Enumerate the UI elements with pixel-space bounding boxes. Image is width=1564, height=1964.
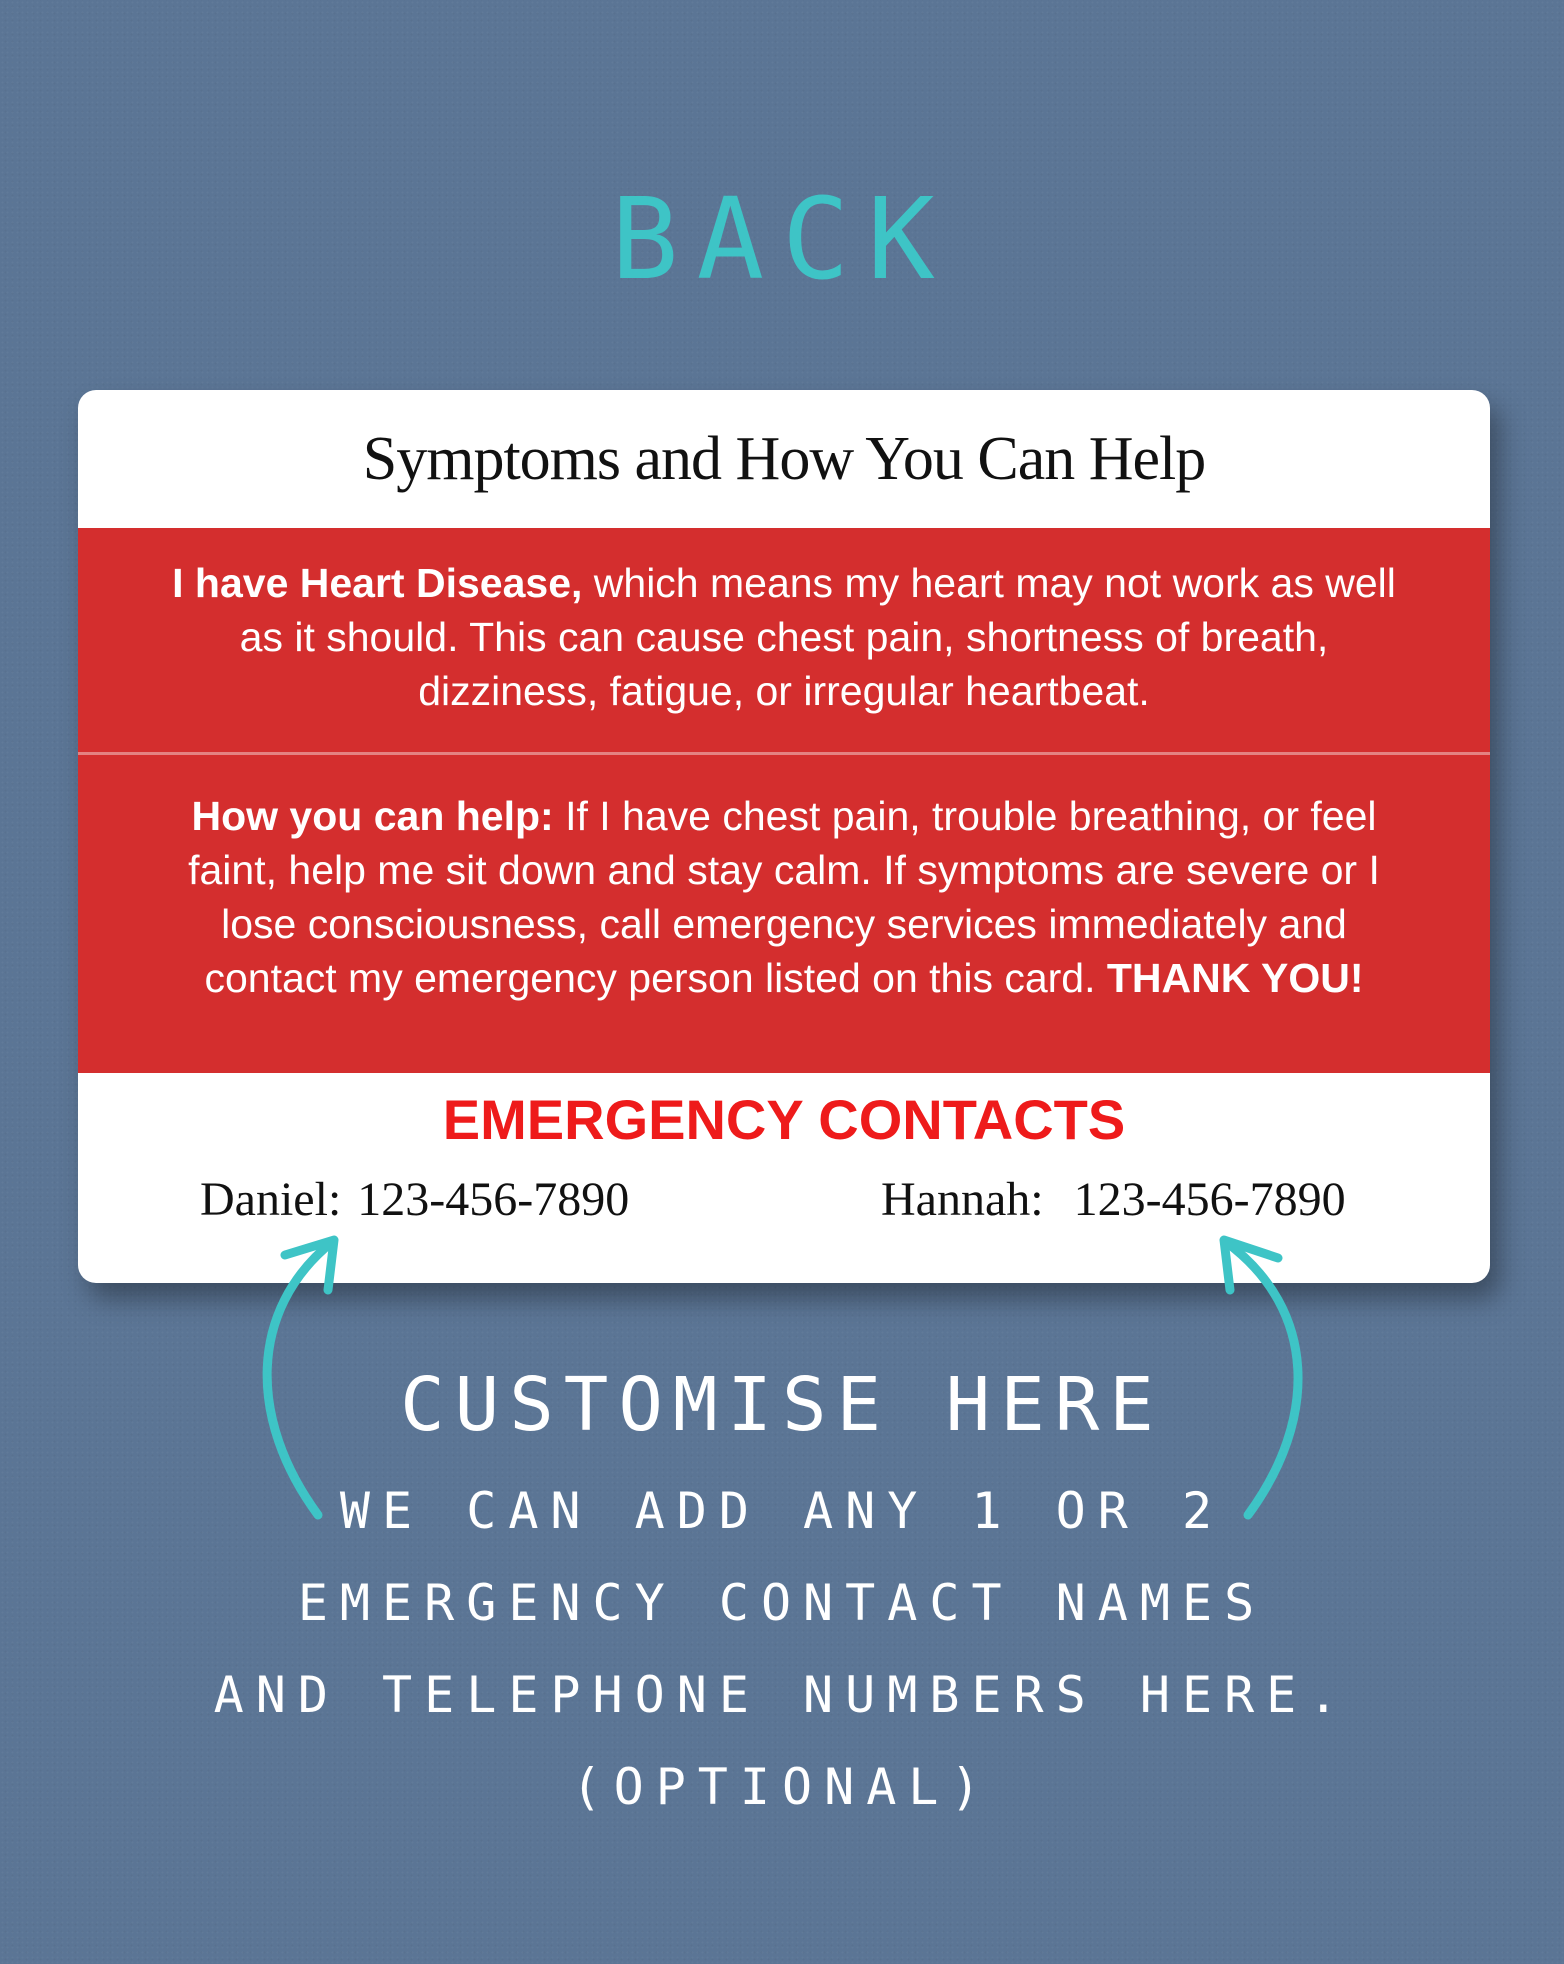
condition-text: which means my heart may not work as well as it should. This can cause chest pain, shortness of breath, dizziness, fatigue, or irregular heartbeat.: [239, 560, 1396, 714]
thank-you-text: THANK YOU!: [1106, 955, 1364, 1001]
customise-text-line: AND TELEPHONE NUMBERS HERE.: [213, 1666, 1351, 1724]
contact-name: Daniel:: [200, 1173, 342, 1226]
condition-lead: I have Heart Disease,: [172, 560, 583, 606]
card-title: Symptoms and How You Can Help: [362, 424, 1206, 493]
contact-phone: 123-456-7890: [1073, 1173, 1346, 1226]
contact-name: Hannah:: [881, 1173, 1044, 1226]
help-lead: How you can help:: [191, 793, 554, 839]
contact-phone: 123-456-7890: [357, 1173, 630, 1226]
customise-text-line: (OPTIONAL): [571, 1758, 993, 1816]
emergency-contacts-title: EMERGENCY CONTACTS: [442, 1088, 1126, 1151]
customise-text-line: WE CAN ADD ANY 1 OR 2: [339, 1482, 1225, 1540]
customise-title: CUSTOMISE HERE: [400, 1362, 1164, 1448]
help-text: If I have chest pain, trouble breathing, or feel faint, help me sit down and stay calm. If symptoms are severe or I lose consciousness, call emergency services immediately and contact my emergency person listed on this card.: [188, 793, 1380, 1001]
page-heading: BACK: [611, 175, 953, 305]
customise-text-line: EMERGENCY CONTACT NAMES: [297, 1574, 1267, 1632]
